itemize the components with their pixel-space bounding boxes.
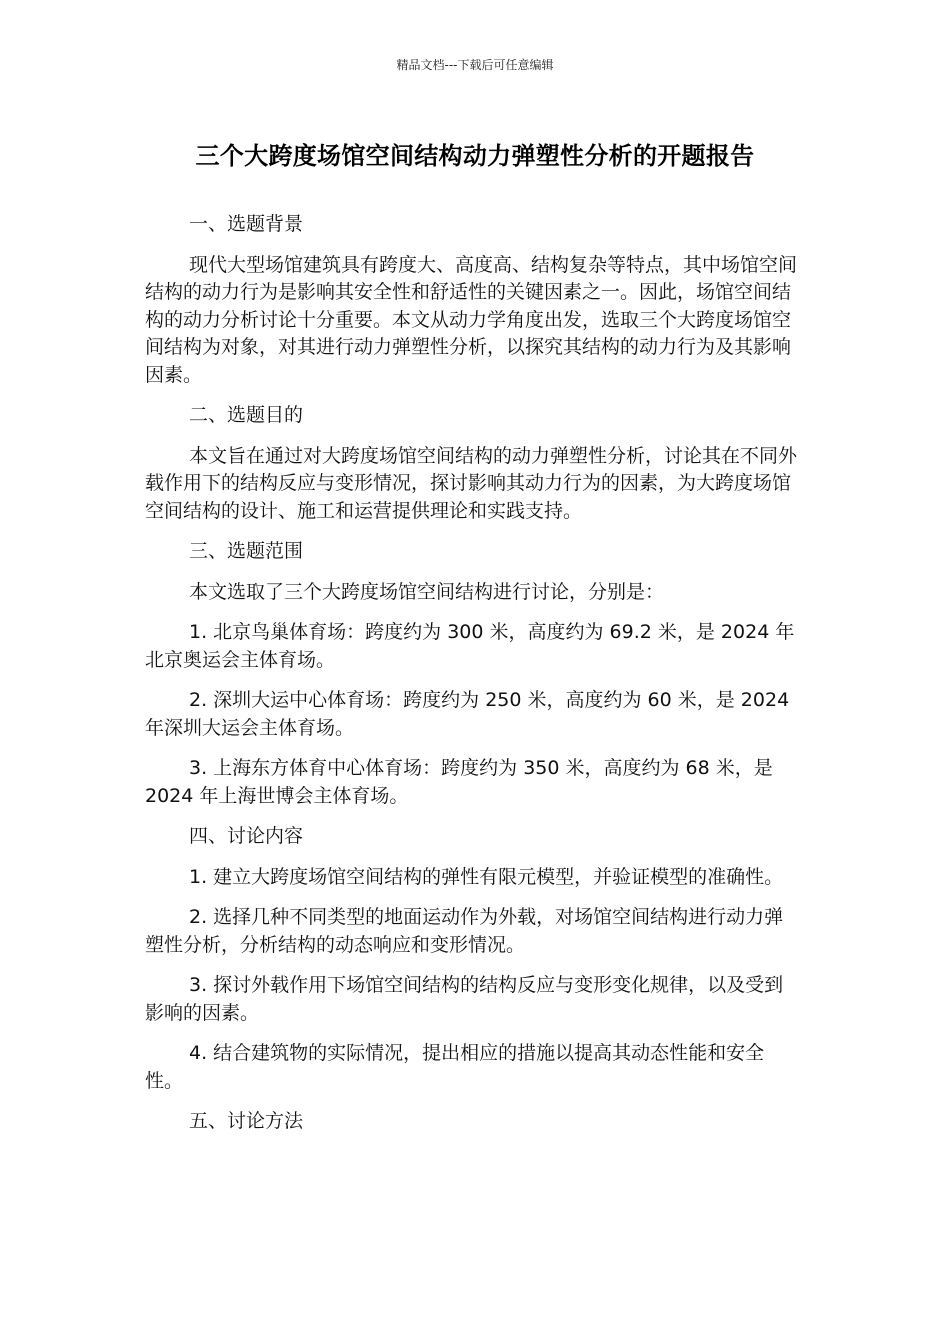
paragraph-purpose: 本文旨在通过对大跨度场馆空间结构的动力弹塑性分析，讨论其在不同外载作用下的结构反应与变形情况，探讨影响其动力行为的因素，为大跨度场馆空间结构的设计、施工和运营提供理论和实践支持。 (145, 444, 798, 522)
paragraph-background: 现代大型场馆建筑具有跨度大、高度高、结构复杂等特点，其中场馆空间结构的动力行为是影响其安全性和舒适性的关键因素之一。因此，场馆空间结构的动力分析讨论十分重要。本文从动力学角度出发，选取三个大跨度场馆空间结构为对象，对其进行动力弹塑性分析，以探究其结构的动力行为及其影响因素。 (145, 253, 798, 386)
document-title: 三个大跨度场馆空间结构动力弹塑性分析的开题报告 (195, 142, 755, 170)
document-body (145, 211, 800, 1149)
list-item-scope-3: 3. 上海东方体育中心体育场：跨度约为 350 米，高度约为 68 米，是 2024 年上海世博会主体育场。 (145, 757, 773, 807)
list-item-content-2: 2. 选择几种不同类型的地面运动作为外载，对场馆空间结构进行动力弹塑性分析，分析结构的动态响应和变形情况。 (145, 906, 784, 956)
list-item-scope-1: 1. 北京鸟巢体育场：跨度约为 300 米，高度约为 69.2 米，是 2024 年北京奥运会主体育场。 (145, 621, 795, 671)
list-item-scope-2: 2. 深圳大运中心体育场：跨度约为 250 米，高度约为 60 米，是 2024 年深圳大运会主体育场。 (145, 689, 790, 739)
list-item-content-3: 3. 探讨外载作用下场馆空间结构的结构反应与变形变化规律，以及受到影响的因素。 (145, 974, 784, 1024)
section-heading-purpose: 二、选题目的 (189, 404, 304, 426)
section-heading-scope: 三、选题范围 (189, 540, 304, 562)
section-heading-background: 一、选题背景 (189, 213, 304, 235)
section-heading-content: 四、讨论内容 (189, 825, 304, 847)
paragraph-scope-intro: 本文选取了三个大跨度场馆空间结构进行讨论，分别是： (189, 580, 665, 603)
header-note: 精品文档---下载后可任意编辑 (396, 58, 554, 72)
list-item-content-4: 4. 结合建筑物的实际情况，提出相应的措施以提高其动态性能和安全性。 (145, 1042, 765, 1092)
section-heading-method: 五、讨论方法 (189, 1110, 304, 1132)
list-item-content-1: 1. 建立大跨度场馆空间结构的弹性有限元模型，并验证模型的准确性。 (189, 865, 784, 888)
